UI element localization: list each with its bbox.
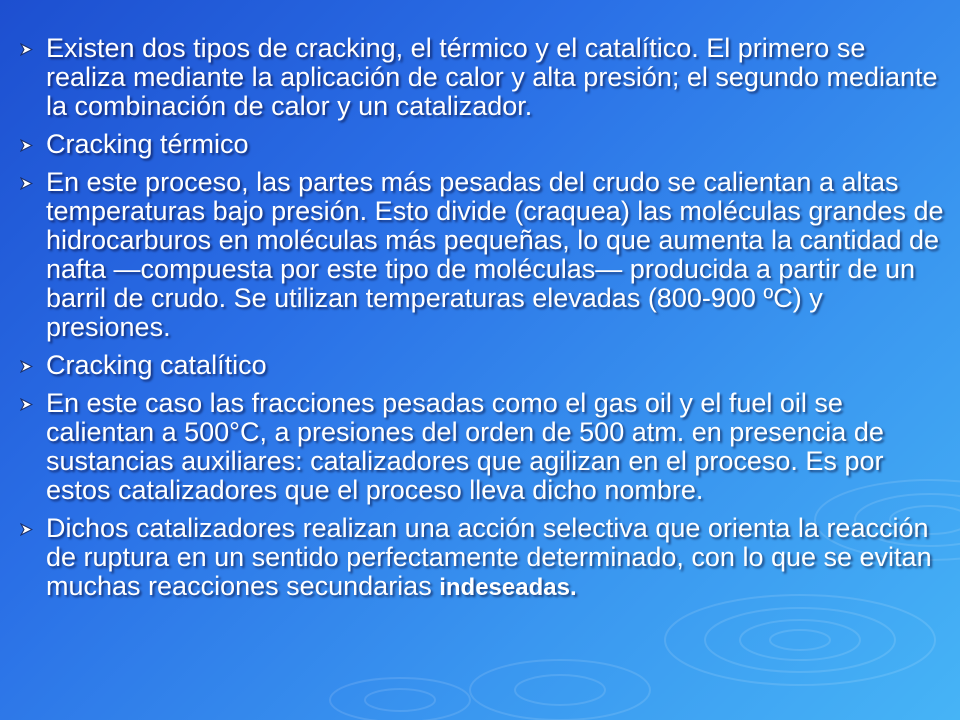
bullet-bold-text: indeseadas. bbox=[439, 574, 577, 601]
bullet-item-1 bbox=[20, 34, 950, 121]
arrow-bullet-icon bbox=[20, 360, 33, 373]
bullet-text: En este proceso, las partes más pesadas del crudo se calientan a altas temperaturas bajo presión. Esto divide (craquea) las moléculas grandes de hidrocarburos en moléculas más pequeñas, lo que aumenta la cantidad de nafta —compuesta por este tipo de moléculas— producida a partir de un barril de crudo. Se utilizan temperaturas elevadas (800-900 ºC) y presiones. bbox=[46, 167, 944, 342]
arrow-bullet-icon bbox=[20, 177, 33, 190]
bullet-item-3 bbox=[20, 168, 950, 342]
arrow-bullet-icon bbox=[20, 523, 33, 536]
bullet-text: Dichos catalizadores realizan una acción selectiva que orienta la reacción de ruptura en un sentido perfectamente determinado, con lo que se evitan muchas reacciones secundarias bbox=[46, 513, 932, 601]
bullet-text: En este caso las fracciones pesadas como el gas oil y el fuel oil se calientan a 500°C, a presiones del orden de 500 atm. en presencia de sustancias auxiliares: catalizadores que agilizan en el proceso. Es por estos catalizadores que el proceso lleva dicho nombre. bbox=[46, 388, 884, 505]
bullet-text: Existen dos tipos de cracking, el térmico y el catalítico. El primero se realiza mediante la aplicación de calor y alta presión; el segundo mediante la combinación de calor y un catalizador. bbox=[46, 33, 938, 121]
bullet-item-5 bbox=[20, 389, 950, 505]
bullet-item-4 bbox=[20, 351, 950, 380]
bullet-text: Cracking catalítico bbox=[46, 350, 267, 380]
bullet-list bbox=[20, 34, 950, 611]
arrow-bullet-icon bbox=[20, 43, 33, 56]
bullet-text: Cracking térmico bbox=[46, 129, 249, 159]
bullet-item-6 bbox=[20, 514, 950, 602]
bullet-item-2 bbox=[20, 130, 950, 159]
arrow-bullet-icon bbox=[20, 398, 33, 411]
arrow-bullet-icon bbox=[20, 139, 33, 152]
